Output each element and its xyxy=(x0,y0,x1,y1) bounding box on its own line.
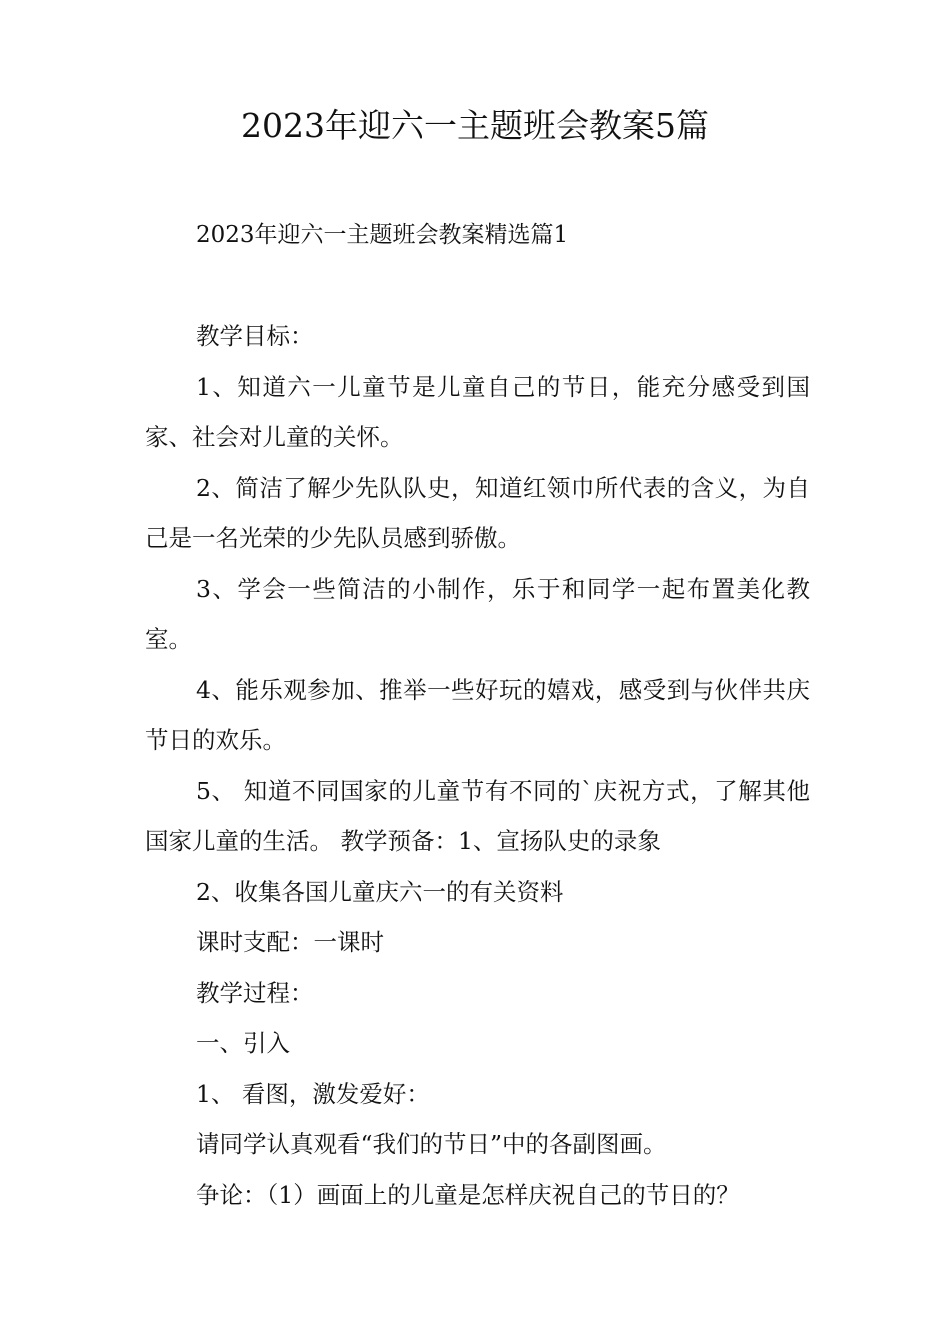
process-heading: 教学过程： xyxy=(196,978,314,1007)
objective-paragraph: 1、知道六一儿童节是儿童自己的节日，能充分感受到国家、社会对儿童的关怀。 xyxy=(145,372,810,451)
objective-paragraph: 2、简洁了解少先队队史，知道红领巾所代表的含义，为自己是一名光荣的少先队员感到骄傲。 xyxy=(145,473,810,552)
step-description: 请同学认真观看“我们的节日”中的各副图画。 xyxy=(196,1130,667,1158)
discussion-line: 争论：（1）画面上的儿童是怎样庆祝自己的节日的？ xyxy=(196,1180,740,1209)
document-title: 2023年迎六一主题班会教案5篇 xyxy=(241,106,709,145)
schedule-line: 课时支配：一课时 xyxy=(196,928,384,956)
step-line: 1、 看图，激发爱好： xyxy=(196,1079,430,1108)
document-subtitle: 2023年迎六一主题班会教案精选篇1 xyxy=(196,222,569,248)
section-heading: 一、引入 xyxy=(196,1029,290,1057)
objectives-heading: 教学目标： xyxy=(196,322,314,350)
objective-paragraph: 4、能乐观参加、推举一些好玩的嬉戏，感受到与伙伴共庆节日的欢乐。 xyxy=(145,675,810,754)
objective-paragraph: 3、学会一些简洁的小制作，乐于和同学一起布置美化教室。 xyxy=(145,574,810,653)
preparation-item: 2、收集各国儿童庆六一的有关资料 xyxy=(196,877,564,906)
objective-paragraph: 5、 知道不同国家的儿童节有不同的`庆祝方式，了解其他国家儿童的生活。 教学预备：1、宣扬队史的录象 xyxy=(145,776,810,855)
document-body xyxy=(145,311,810,1220)
